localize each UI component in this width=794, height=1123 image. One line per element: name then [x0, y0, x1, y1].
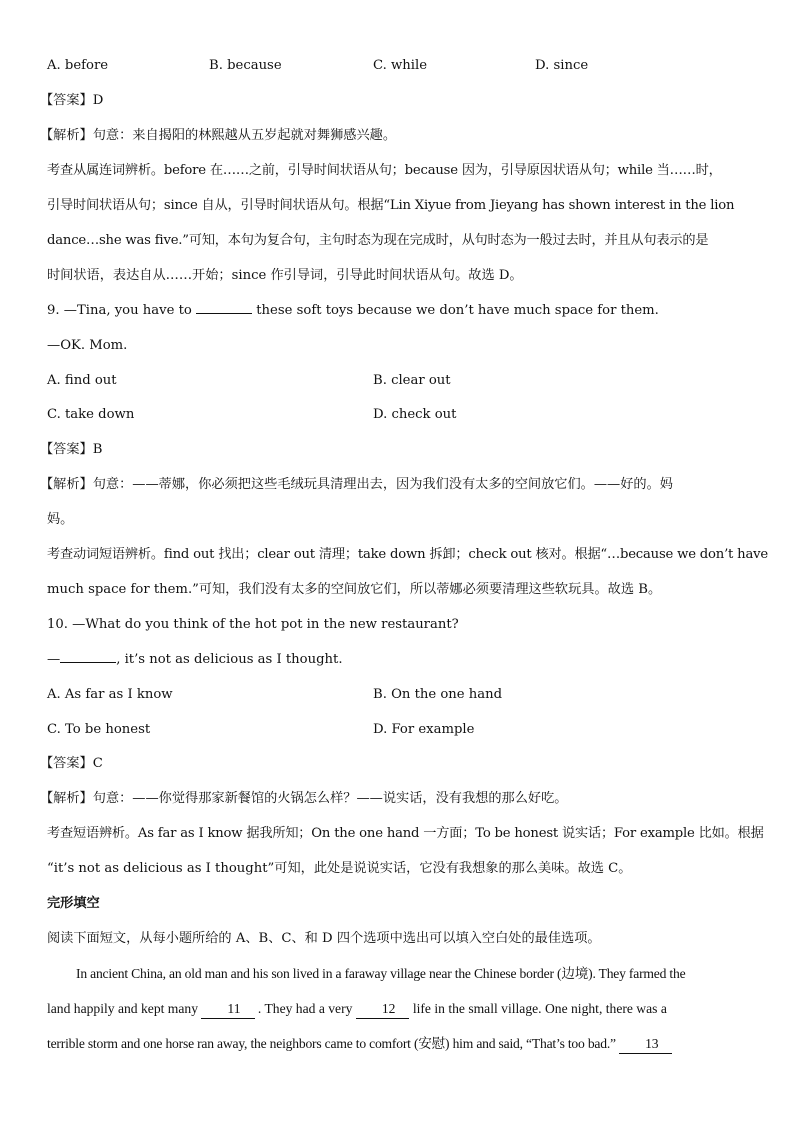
q9-analysis-line-2: 妈。 [47, 512, 74, 527]
q9-option-d: D. check out [373, 407, 457, 422]
q9-analysis-line-1: 【解析】句意：——蒂娜，你必须把这些毛绒玩具清理出去，因为我们没有太多的空间放它们。——好的。妈 [40, 477, 673, 492]
q10-analysis: 【解析】句意：——你觉得那家新餐馆的火锅怎么样？——说实话，没有我想的那么好吃。 [40, 791, 568, 806]
q8-answer: 【答案】D [40, 93, 104, 108]
cloze-line-2-part-a: land happily and kept many [47, 1001, 199, 1016]
q10-stem: 10. —What do you think of the hot pot in the new restaurant? [47, 617, 459, 632]
q9-answer: 【答案】B [40, 442, 103, 457]
q9-stem-after: these soft toys because we don’t have much space for them. [256, 303, 659, 318]
cloze-paragraph-line-3 [47, 1035, 747, 1054]
q9-explain-line-1: 考查动词短语辨析。find out 找出；clear out 清理；take down 拆卸；check out 核对。根据“…because we don’t have [47, 547, 768, 562]
cloze-line-2-part-b: . They had a very [257, 1001, 353, 1016]
q9-stem [47, 302, 747, 320]
blank-11: 11 [201, 1000, 254, 1019]
q8-option-b: B. because [209, 58, 282, 73]
cloze-paragraph-line-1: In ancient China, an old man and his son lived in a faraway village near the Chinese border (边境). They farmed the [76, 966, 686, 981]
q10-explain-line-2: “it’s not as delicious as I thought”可知，此处是说说实话，它没有我想象的那么美味。故选 C。 [47, 861, 632, 876]
blank-13: 13 [619, 1035, 672, 1054]
q9-explain-line-2: much space for them.”可知，我们没有太多的空间放它们，所以蒂娜必须要清理这些软玩具。故选 B。 [47, 582, 662, 597]
q10-blank [60, 662, 116, 663]
q10-explain-line-1: 考查短语辨析。As far as I know 据我所知；On the one hand 一方面；To be honest 说实话；For example 比如。根据 [47, 826, 764, 841]
cloze-paragraph-line-2 [47, 1000, 747, 1019]
q8-option-d: D. since [535, 58, 589, 73]
q9-stem-before: 9. —Tina, you have to [47, 303, 192, 318]
q8-option-c: C. while [373, 58, 428, 73]
q9-option-b: B. clear out [373, 373, 451, 388]
q8-explain-line-2: 引导时间状语从句；since 自从，引导时间状语从句。根据“Lin Xiyue from Jieyang has shown interest in the lion [47, 198, 735, 213]
q10-option-c: C. To be honest [47, 722, 151, 737]
q9-option-a: A. find out [47, 373, 117, 388]
cloze-line-2-part-c: life in the small village. One night, there was a [412, 1001, 667, 1016]
q10-option-a: A. As far as I know [47, 687, 173, 702]
q8-option-a: A. before [47, 58, 109, 73]
q9-reply: —OK. Mom. [47, 338, 128, 353]
q10-answer: 【答案】C [40, 756, 103, 771]
q10-reply [47, 651, 747, 669]
cloze-heading: 完形填空 [47, 896, 100, 911]
q10-reply-prefix: — [47, 652, 61, 667]
blank-12: 12 [356, 1000, 410, 1019]
q8-explain-line-1: 考查从属连词辨析。before 在……之前，引导时间状语从句；because 因为，引导原因状语从句；while 当……时， [47, 163, 722, 178]
q9-option-c: C. take down [47, 407, 135, 422]
cloze-line-3-part-a: terrible storm and one horse ran away, the neighbors came to comfort (安慰) him and said, “That’s too bad.” [47, 1036, 616, 1051]
q8-explain-line-4: 时间状语，表达自从……开始；since 作引导词，引导此时间状语从句。故选 D。 [47, 268, 523, 283]
q10-reply-after: , it’s not as delicious as I thought. [116, 652, 343, 667]
q9-blank [196, 313, 252, 314]
q8-explain-line-3: dance…she was five.”可知，本句为复合句，主句时态为现在完成时，从句时态为一般过去时，并且从句表示的是 [47, 233, 709, 248]
q8-analysis: 【解析】句意：来自揭阳的林熙越从五岁起就对舞狮感兴趣。 [40, 128, 397, 143]
q10-option-d: D. For example [373, 722, 475, 737]
cloze-instruction: 阅读下面短文，从每小题所给的 A、B、C、和 D 四个选项中选出可以填入空白处的最佳选项。 [47, 931, 601, 946]
q10-option-b: B. On the one hand [373, 687, 503, 702]
